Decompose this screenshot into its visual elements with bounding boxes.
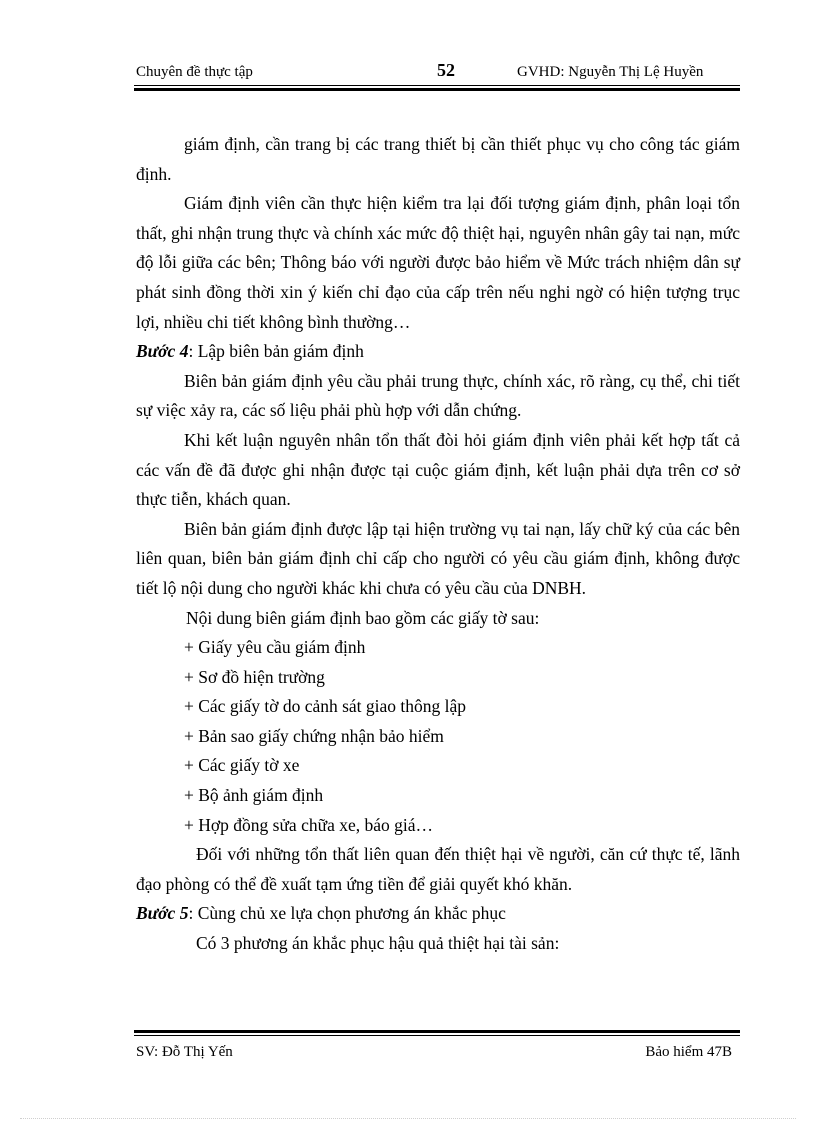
page-header: [136, 62, 740, 84]
page-number: 52: [437, 60, 455, 80]
header-rule-thin: [134, 85, 740, 86]
list-item: + Bộ ảnh giám định: [184, 785, 324, 806]
paragraph-report-requirements: Biên bản giám định yêu cầu phải trung thực, chính xác, rõ ràng, cụ thể, chi tiết sự việc xảy ra, các số liệu phải phù hợp với dẫn chứng.: [136, 370, 740, 421]
step-5-heading: [136, 899, 740, 929]
step-4-label: Bước 4: [136, 341, 189, 362]
footer-student: SV: Đỗ Thị Yến: [136, 1044, 233, 1060]
paragraph-conclusion: Khi kết luận nguyên nhân tổn thất đòi hỏi giám định viên phải kết hợp tất cả các vấn đề đã được ghi nhận được tại cuộc giám định, kết luận phải dựa trên cơ sở thực tiễn, khách quan.: [136, 429, 740, 510]
paragraph-report-location: Biên bản giám định được lập tại hiện trường vụ tai nạn, lấy chữ ký của các bên liên quan, biên bản giám định chỉ cấp cho người có yêu cầu giám định, không được tiết lộ nội dung cho người khác khi chưa có yêu cầu của DNBH.: [136, 518, 740, 598]
step-5-title: : Cùng chủ xe lựa chọn phương án khắc phục: [188, 903, 506, 924]
step-4-title: : Lập biên bản giám định: [188, 341, 364, 362]
page-body: [136, 130, 740, 959]
list-item: + Bản sao giấy chứng nhận bảo hiểm: [184, 725, 444, 746]
list-item: + Giấy yêu cầu giám định: [184, 637, 366, 658]
page-edge-divider: [20, 1118, 796, 1119]
step-4-heading: [136, 337, 740, 367]
list-item: + Sơ đồ hiện trường: [184, 666, 325, 687]
footer-rule-thin: [134, 1035, 740, 1036]
header-document-type: Chuyên đề thực tập: [136, 64, 253, 80]
footer-rule-thick: [134, 1030, 740, 1033]
paragraph-inspector-duties: Giám định viên cần thực hiện kiểm tra lại đối tượng giám định, phân loại tổn thất, ghi nhận trung thực và chính xác mức độ thiệt hại, nguyên nhân gây tai nạn, mức độ lỗi giữa các bên; Thông báo với người được bảo hiểm về Mức trách nhiệm dân sự phát sinh đồng thời xin ý kiến chỉ đạo của cấp trên nếu nghi ngờ có hiện tượng trục lợi, nhiều chi tiết không bình thường…: [136, 193, 740, 332]
footer-class: Bảo hiểm 47B: [645, 1044, 732, 1060]
list-item: + Các giấy tờ xe: [184, 755, 300, 776]
list-item: + Các giấy tờ do cảnh sát giao thông lập: [184, 696, 467, 717]
header-supervisor: GVHD: Nguyễn Thị Lệ Huyền: [517, 64, 704, 80]
header-rule-thick: [134, 88, 740, 91]
list-item: + Hợp đồng sửa chữa xe, báo giá…: [184, 814, 434, 835]
paragraph-remedy-options: Có 3 phương án khắc phục hậu quả thiệt hại tài sản:: [196, 933, 560, 954]
paragraph-equipment: giám định, cần trang bị các trang thiết bị cần thiết phục vụ cho công tác giám định.: [136, 134, 740, 184]
paragraph-personal-injury: Đối với những tổn thất liên quan đến thiệt hại về người, căn cứ thực tế, lãnh đạo phòng có thể đề xuất tạm ứng tiền để giải quyết khó khăn.: [136, 844, 740, 894]
step-5-label: Bước 5: [136, 903, 189, 924]
paragraph-report-contents: Nội dung biên giám định bao gồm các giấy tờ sau:: [186, 607, 540, 628]
